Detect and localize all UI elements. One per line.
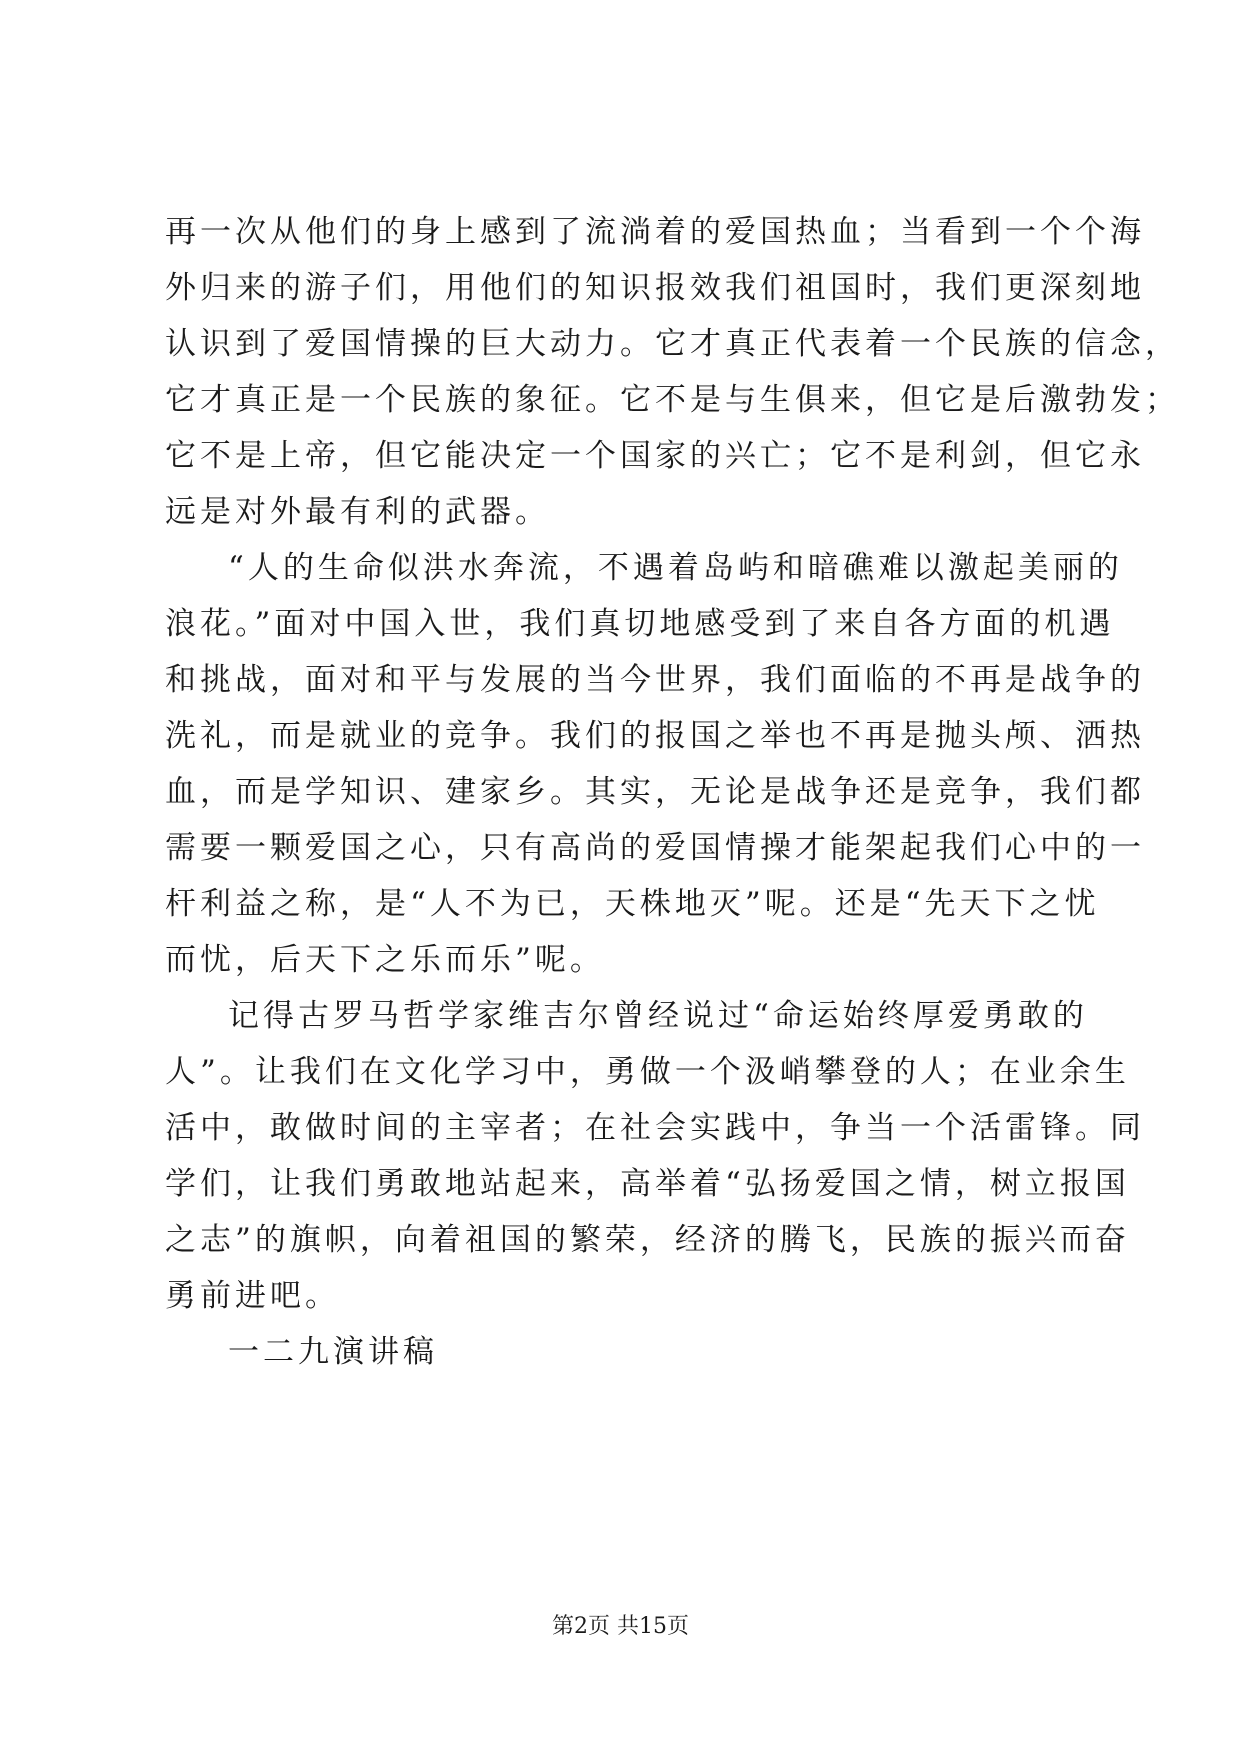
body-text-line: 它不是上帝，但它能决定一个国家的兴亡；它不是利剑，但它永 — [165, 438, 1145, 474]
section-heading: 一二九演讲稿 — [228, 1334, 438, 1370]
page-number-footer: 第2页 共15页 — [552, 1614, 689, 1639]
body-text-line: 外归来的游子们，用他们的知识报效我们祖国时，我们更深刻地 — [165, 270, 1145, 306]
body-text-line: 和挑战，面对和平与发展的当今世界，我们面临的不再是战争的 — [165, 662, 1145, 698]
body-text-line: 之志”的旗帜，向着祖国的繁荣，经济的腾飞，民族的振兴而奋 — [165, 1222, 1130, 1258]
body-text-line: 需要一颗爱国之心，只有高尚的爱国情操才能架起我们心中的一 — [165, 830, 1145, 866]
body-text-line: 浪花。”面对中国入世，我们真切地感受到了来自各方面的机遇 — [165, 606, 1115, 642]
paragraph-first-line: “人的生命似洪水奔流，不遇着岛屿和暗礁难以激起美丽的 — [228, 550, 1123, 586]
body-text-line: 而忧，后天下之乐而乐”呢。 — [165, 942, 605, 978]
body-text-line: 血，而是学知识、建家乡。其实，无论是战争还是竞争，我们都 — [165, 774, 1145, 810]
body-text-line: 杆利益之称，是“人不为已，天株地灭”呢。还是“先天下之忧 — [165, 886, 1100, 922]
body-text-line: 学们，让我们勇敢地站起来，高举着“弘扬爱国之情，树立报国 — [165, 1166, 1130, 1202]
body-text-line: 认识到了爱国情操的巨大动力。它才真正代表着一个民族的信念， — [165, 326, 1180, 362]
body-text-line: 洗礼，而是就业的竞争。我们的报国之举也不再是抛头颅、洒热 — [165, 718, 1145, 754]
body-text-line: 活中，敢做时间的主宰者；在社会实践中，争当一个活雷锋。同 — [165, 1110, 1145, 1146]
body-text-line: 再一次从他们的身上感到了流淌着的爱国热血；当看到一个个海 — [165, 214, 1145, 250]
paragraph-first-line: 记得古罗马哲学家维吉尔曾经说过“命运始终厚爱勇敢的 — [228, 998, 1088, 1034]
body-text-line: 勇前进吧。 — [165, 1278, 340, 1314]
body-text-line: 它才真正是一个民族的象征。它不是与生俱来，但它是后激勃发； — [165, 382, 1180, 418]
body-text-line: 远是对外最有利的武器。 — [165, 494, 550, 530]
body-text-line: 人”。让我们在文化学习中，勇做一个汲峭攀登的人；在业余生 — [165, 1054, 1130, 1090]
